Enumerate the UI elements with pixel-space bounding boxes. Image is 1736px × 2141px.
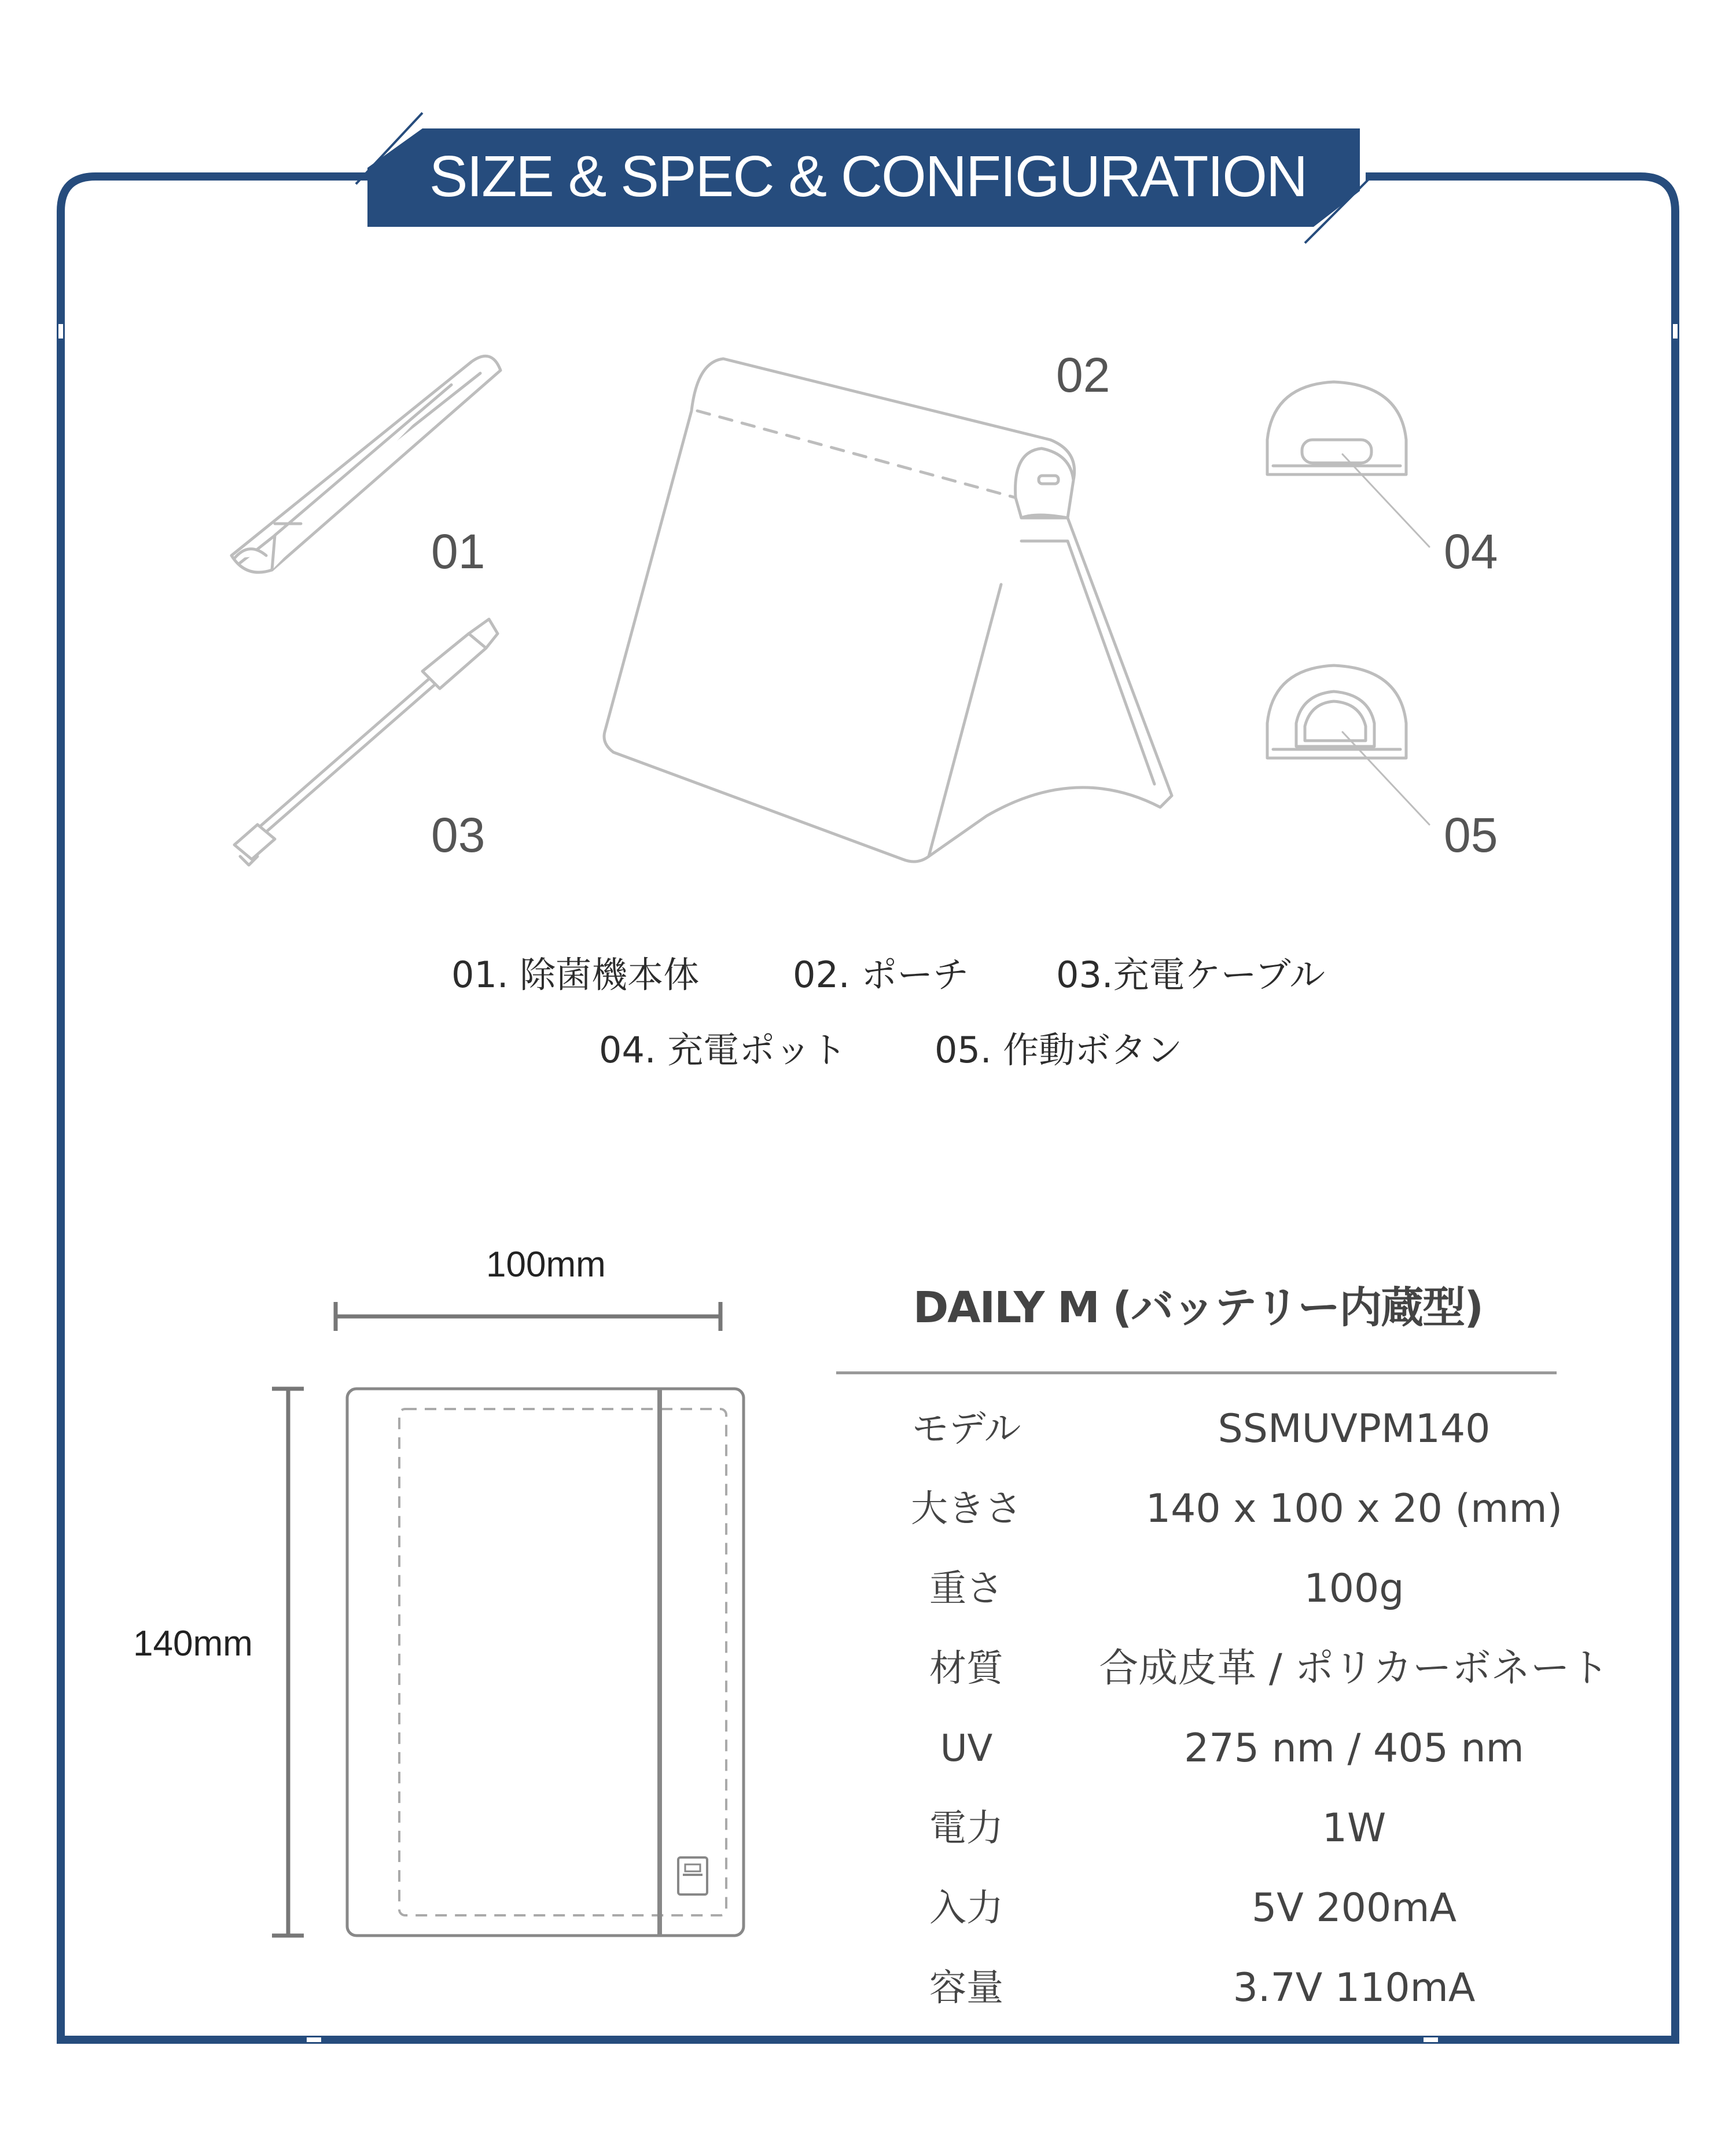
spec-row-material bbox=[845, 1634, 1609, 1704]
spec-value: 3.7V 110mA bbox=[1233, 1965, 1476, 2011]
spec-label: 入力 bbox=[929, 1887, 1003, 1930]
spec-value: 100g bbox=[1304, 1566, 1404, 1612]
spec-value: 合成皮革 / ポリカーボネート bbox=[1099, 1646, 1609, 1691]
spec-divider bbox=[836, 1371, 1557, 1374]
width-label: 100mm bbox=[486, 1245, 606, 1285]
banner-title: SIZE & SPEC & CONFIGURATION bbox=[429, 144, 1307, 209]
spec-row-weight bbox=[845, 1554, 1586, 1624]
spec-label: 容量 bbox=[929, 1967, 1003, 2010]
spec-row-model bbox=[845, 1395, 1586, 1464]
spec-value: 5V 200mA bbox=[1252, 1885, 1457, 1931]
spec-label: 電力 bbox=[929, 1807, 1003, 1850]
spec-row-uv bbox=[845, 1714, 1586, 1783]
spec-value: 275 nm / 405 nm bbox=[1184, 1726, 1524, 1771]
caption-03: 03.充電ケーブル bbox=[1056, 954, 1326, 996]
width-dimension-line bbox=[336, 1302, 720, 1331]
caption-05: 05. 作動ボタン bbox=[935, 1029, 1183, 1071]
spec-title: DAILY M (バッテリー内蔵型) bbox=[913, 1283, 1483, 1333]
spec-label: モデル bbox=[911, 1408, 1021, 1451]
spec-row-capacity bbox=[845, 1954, 1586, 2023]
spec-value: 140 x 100 x 20 (mm) bbox=[1145, 1486, 1563, 1532]
component-number-05: 05 bbox=[1444, 808, 1498, 862]
caption-02: 02. ポーチ bbox=[793, 954, 969, 996]
caption-01: 01. 除菌機本体 bbox=[451, 954, 700, 996]
height-label: 140mm bbox=[133, 1624, 253, 1664]
component-number-01: 01 bbox=[431, 524, 486, 579]
spec-label: 大きさ bbox=[911, 1488, 1022, 1531]
spec-row-input bbox=[845, 1874, 1586, 1943]
device-outline bbox=[347, 1389, 744, 1936]
spec-label: UV bbox=[940, 1727, 993, 1770]
spec-label: 材質 bbox=[929, 1647, 1003, 1690]
spec-row-power bbox=[845, 1794, 1586, 1863]
component-number-02: 02 bbox=[1056, 348, 1110, 402]
height-dimension-line bbox=[272, 1389, 304, 1936]
spec-label: 重さ bbox=[929, 1568, 1003, 1610]
spec-row-size bbox=[845, 1474, 1586, 1544]
component-number-03: 03 bbox=[431, 808, 486, 862]
caption-04: 04. 充電ポット bbox=[599, 1029, 847, 1071]
spec-value: 1W bbox=[1322, 1805, 1386, 1851]
spec-value: SSMUVPM140 bbox=[1218, 1406, 1491, 1452]
component-number-04: 04 bbox=[1444, 524, 1498, 579]
